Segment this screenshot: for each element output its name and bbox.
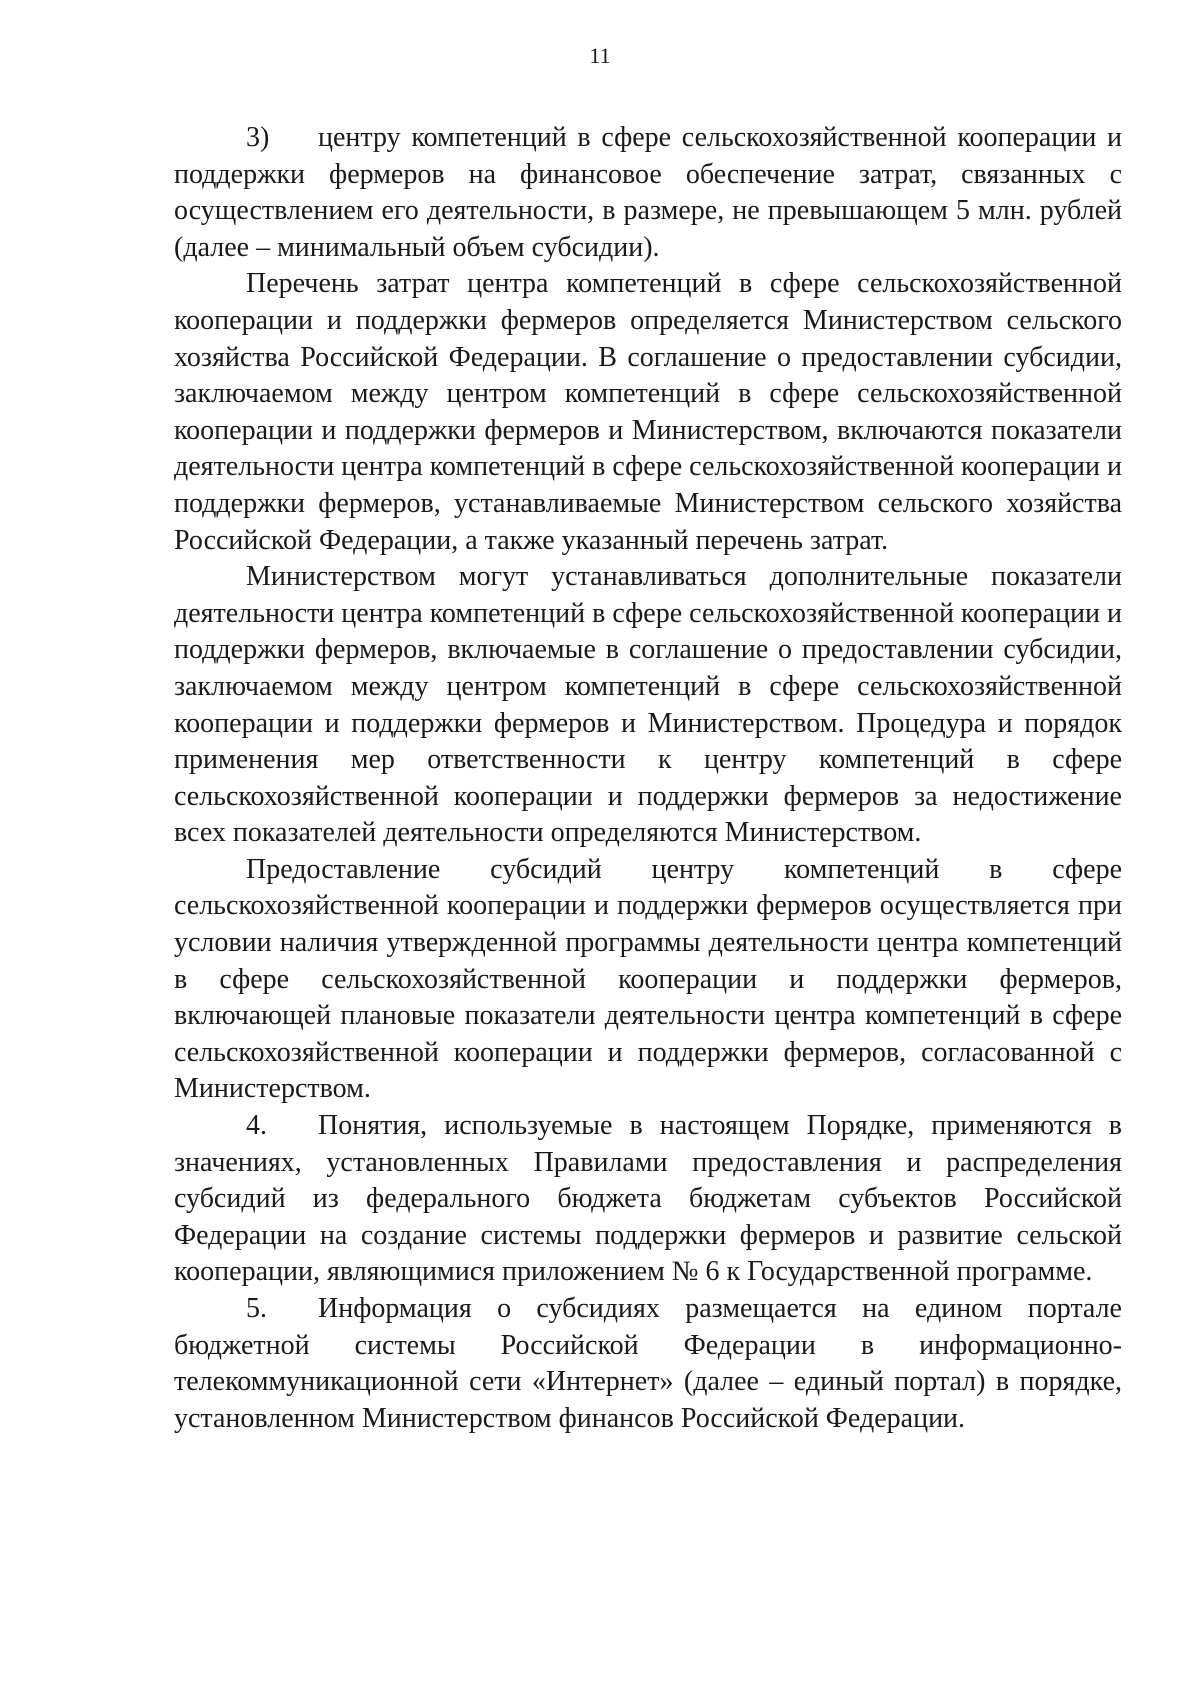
item-number: 4. [246, 1110, 267, 1142]
paragraph-text: Перечень затрат центра компетенций в сфере сельскохозяйственной кооперации и поддержки фермеров определяется Министерством сельского хозяйства Российской Федерации. В соглашение о предоставлении субсидии, заключаемом между центром компетенций в сфере сельскохозяйственной кооперации и поддержки фермеров и Министерством, включаются показатели деятельности центра компетенций в сфере сельскохозяйственной кооперации и поддержки фермеров, устанавливаемые Министерством сельского хозяйства Российской Федерации, а также указанный перечень затрат. [174, 268, 1122, 556]
paragraph-text: Предоставление субсидий центру компетенций в сфере сельскохозяйственной кооперации и поддержки фермеров осуществляется при условии наличия утвержденной программы деятельности центра компетенций в сфере сельскохозяйственной кооперации и поддержки фермеров, включающей плановые показатели деятельности центра компетенций в сфере сельскохозяйственной кооперации и поддержки фермеров, согласованной с Министерством. [174, 853, 1122, 1105]
paragraph-item-4 [174, 1108, 1122, 1291]
paragraph-cost-list [174, 266, 1122, 559]
paragraph-text: Информация о субсидиях размещается на едином портале бюджетной системы Российской Федерации в информационно-телекоммуникационной сети «Интернет» (далее – единый портал) в порядке, установленном Министерством финансов Российской Федерации. [174, 1293, 1122, 1434]
paragraph-text: центру компетенций в сфере сельскохозяйственной кооперации и поддержки фермеров на финансовое обеспечение затрат, связанных с осуществлением его деятельности, в размере, не превышающем 5 млн. рублей (далее – минимальный объем субсидии). [174, 122, 1122, 263]
paragraph-text: Министерством могут устанавливаться дополнительные показатели деятельности центра компетенций в сфере сельскохозяйственной кооперации и поддержки фермеров, включаемые в соглашение о предоставлении субсидии, заключаемом между центром компетенций в сфере сельскохозяйственной кооперации и поддержки фермеров и Министерством. Процедура и порядок применения мер ответственности к центру компетенций в сфере сельскохозяйственной кооперации и поддержки фермеров за недостижение всех показателей деятельности определяются Министерством. [174, 561, 1122, 849]
item-number: 5. [246, 1293, 267, 1324]
paragraph-additional-indicators [174, 559, 1122, 852]
paragraph-item-5 [174, 1291, 1122, 1437]
document-body [174, 120, 1122, 1437]
page-number: 11 [589, 43, 611, 68]
paragraph-item-3 [174, 120, 1122, 266]
paragraph-subsidy-conditions [174, 852, 1122, 1108]
item-number: 3) [246, 122, 270, 153]
paragraph-text: Понятия, используемые в настоящем Порядке, применяются в значениях, установленных Правилами предоставления и распределения субсидий из федерального бюджета бюджетам субъектов Российской Федерации на создание системы поддержки фермеров и развитие сельской кооперации, являющимися приложением № 6 к Государственной программе. [174, 1110, 1122, 1288]
